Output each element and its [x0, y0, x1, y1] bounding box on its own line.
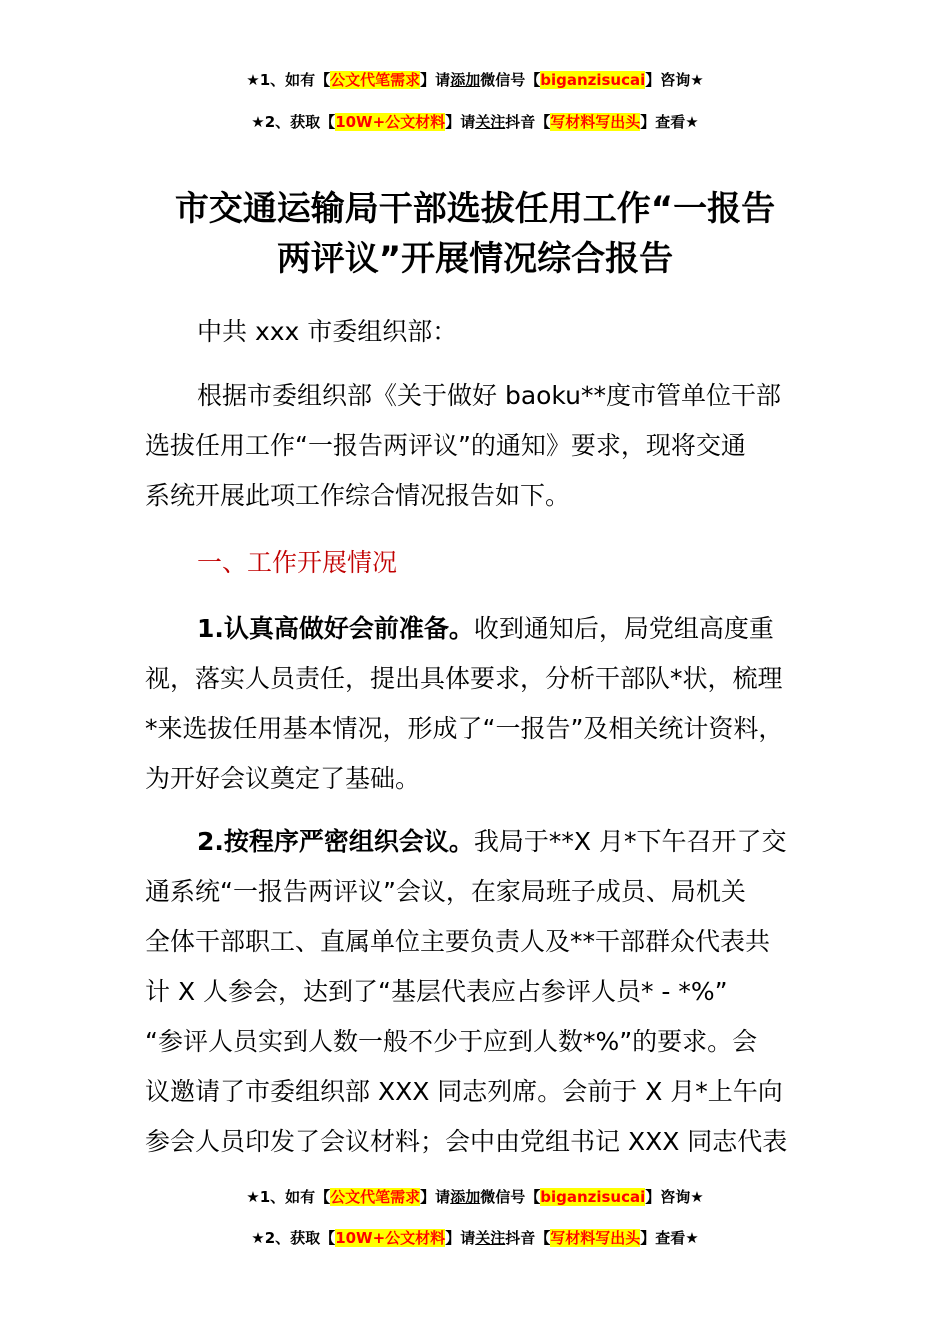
banner-text: ★2、获取【: [251, 113, 336, 131]
banner-highlight: 公文代笔需求: [330, 71, 421, 89]
paragraph-line: *来选拔任用基本情况，形成了“一报告”及相关统计资料，: [145, 714, 784, 743]
paragraph-preparation: [145, 604, 835, 804]
banner-text: 抖音【: [505, 1229, 551, 1247]
paragraph-line: [145, 604, 835, 654]
paragraph-line: 根据市委组织部《关于做好 baoku**度市管单位干部: [197, 381, 781, 410]
banner-highlight: 10W+公文材料: [335, 113, 446, 131]
banner-text: 微信号【: [480, 71, 541, 89]
banner-text: 微信号【: [480, 1188, 541, 1206]
banner-highlight: biganzisucai: [540, 71, 646, 89]
banner-text: 】查看★: [640, 113, 699, 131]
paragraph-line: 全体干部职工、直属单位主要负责人及**干部群众代表共: [145, 927, 771, 956]
banner-highlight: 写材料写出头: [550, 1229, 641, 1247]
salutation-text: 中共 xxx 市委组织部：: [197, 317, 458, 346]
paragraph-text: 收到通知后，局党组高度重: [473, 614, 774, 643]
banner-text: 】请: [420, 71, 451, 89]
paragraph-line: [145, 817, 835, 867]
promo-banner-footer-line-1: [0, 1186, 950, 1208]
section-heading-text: 一、工作开展情况: [197, 548, 398, 577]
paragraph-meeting: [145, 817, 835, 1167]
banner-underline: 添加: [450, 71, 481, 89]
banner-underline: 关注: [475, 113, 506, 131]
banner-text: 】请: [445, 1229, 476, 1247]
banner-text: 】咨询★: [645, 1188, 704, 1206]
banner-text: 抖音【: [505, 113, 551, 131]
banner-highlight: biganzisucai: [540, 1188, 646, 1206]
banner-highlight: 写材料写出头: [550, 113, 641, 131]
paragraph-line: 议邀请了市委组织部 XXX 同志列席。会前于 X 月*上午向: [145, 1077, 783, 1106]
paragraph-line: 系统开展此项工作综合情况报告如下。: [145, 481, 571, 510]
banner-text: 】请: [445, 113, 476, 131]
paragraph-line: 为开好会议奠定了基础。: [145, 764, 421, 793]
promo-banner-line-2: [0, 111, 950, 133]
promo-banner-footer-line-2: [0, 1227, 950, 1249]
banner-text: ★1、如有【: [246, 71, 331, 89]
paragraph-intro: [145, 371, 835, 521]
salutation: [145, 307, 835, 357]
banner-text: 】咨询★: [645, 71, 704, 89]
paragraph-line: “参评人员实到人数一般不少于应到人数*%”的要求。会: [145, 1027, 758, 1056]
banner-text: ★2、获取【: [251, 1229, 336, 1247]
paragraph-lead: 2.按程序严密组织会议。: [197, 827, 474, 856]
paragraph-line: 选拔任用工作“一报告两评议”的通知》要求，现将交通: [145, 431, 746, 460]
banner-underline: 关注: [475, 1229, 506, 1247]
banner-text: 】请: [420, 1188, 451, 1206]
paragraph-line: 视，落实人员责任，提出具体要求，分析干部队*状，梳理: [145, 664, 783, 693]
banner-highlight: 公文代笔需求: [330, 1188, 421, 1206]
section-heading: [145, 538, 835, 588]
banner-text: 】查看★: [640, 1229, 699, 1247]
paragraph-line: 通系统“一报告两评议”会议，在家局班子成员、局机关: [145, 877, 746, 906]
paragraph-line: 参会人员印发了会议材料；会中由党组书记 XXX 同志代表: [145, 1127, 788, 1156]
document-title-line-1: 市交通运输局干部选拔任用工作“一报告: [174, 189, 776, 229]
paragraph-text: 我局于**X 月*下午召开了交: [473, 827, 787, 856]
banner-text: ★1、如有【: [246, 1188, 331, 1206]
document-title-line-2: 两评议”开展情况综合报告: [276, 239, 674, 279]
banner-highlight: 10W+公文材料: [335, 1229, 446, 1247]
paragraph-line: 计 X 人参会，达到了“基层代表应占参评人员* - *%”: [145, 977, 728, 1006]
paragraph-lead: 1.认真高做好会前准备。: [197, 614, 474, 643]
promo-banner-line-1: [0, 69, 950, 91]
banner-underline: 添加: [450, 1188, 481, 1206]
